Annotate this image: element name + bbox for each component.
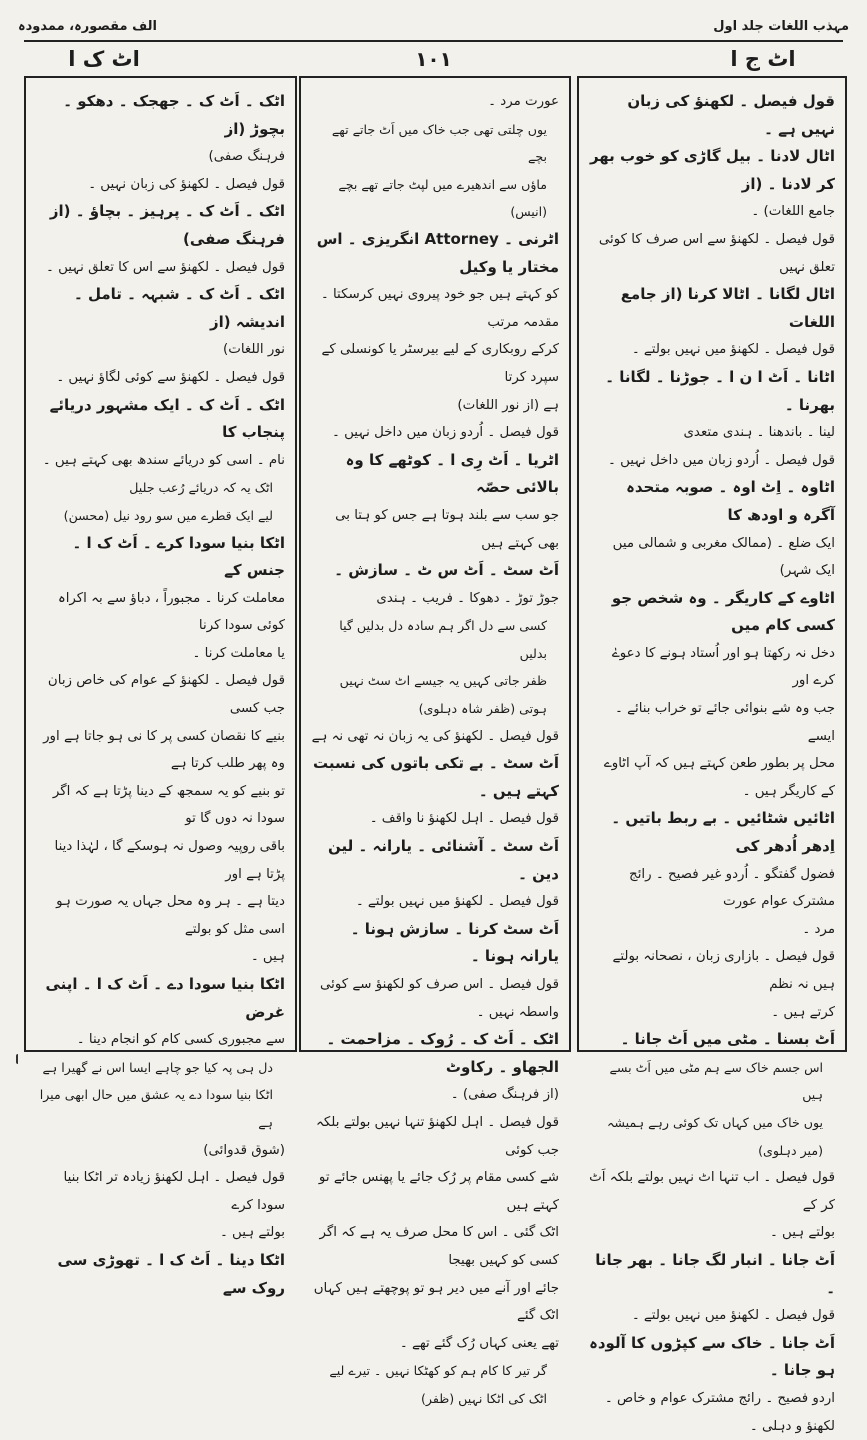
line-center-3: ماؤں سے اندھیرے میں لپٹ جاتے تھے بچے (انیس) <box>338 176 547 220</box>
catchword-left: اٹ ک ا <box>68 47 140 71</box>
line-right-17: فضول گفتگو ۔ اُردو غیر فصیح ۔ رائج مشترک عوام عورت <box>629 866 835 910</box>
line-right-11: ایک ضلع ۔ (ممالک مغربی و شمالی میں ایک شہر) <box>612 535 835 579</box>
line-center-13: کسی سے دل اگر ہم سادہ دل بدلیں گیا بدلیں <box>339 618 547 661</box>
line-left-2: فرہنگ صفی) <box>208 149 285 165</box>
line-right-8: لینا ۔ باندھنا ۔ ہندی متعدی <box>683 425 835 441</box>
line-left-7: نور اللغات) <box>223 342 285 358</box>
line-right-18: مرد ۔ <box>802 921 835 937</box>
line-center-4: اٹرنی ۔ Attorney انگریزی ۔ اس مختار یا وکیل <box>316 229 559 276</box>
line-right-22: اس جسم خاک سے ہم مٹی میں اَٹ بسے ہیں <box>609 1059 823 1103</box>
line-left-19: باقی روپیہ وصول نہ ہوسکے گا ، لہٰذا دینا پڑتا ہے اور <box>54 839 285 882</box>
page-number: ۱۰۱ <box>415 47 452 71</box>
line-center-27: جائے اور آنے میں دیر ہو تو پوچھتے ہیں کہاں اٹک گئے <box>313 1280 559 1324</box>
line-center-9: اٹریا ۔ اَٹ رِی ا ۔ کوٹھے کا وہ بالائی حصّہ <box>345 450 559 497</box>
line-left-29: اٹکا دینا ۔ اَٹ ک ا ۔ تھوڑی سی روک سے <box>57 1250 285 1297</box>
line-left-28: بولتے ہیں ۔ <box>219 1225 285 1241</box>
line-left-23: سے مجبوری کسی کام کو انجام دینا ۔ <box>76 1032 285 1048</box>
running-head <box>18 16 849 36</box>
column-right <box>577 76 847 1434</box>
line-right-5: اٹال لگانا ۔ اٹالا کرنا (از جامع اللغات <box>620 285 835 331</box>
line-right-12: اٹاوے کے کاریگر ۔ وہ شخص جو کسی کام میں <box>611 588 835 635</box>
line-center-1: عورت مرد ۔ <box>488 94 559 109</box>
line-right-23: یوں خاک میں کہاں تک کوئی رہے ہمیشہ (میر دہلوی) <box>607 1114 823 1158</box>
line-center-16: اَٹ سٹ ۔ بے تکی باتوں کی نسبت کہتے ہیں ۔ <box>312 754 559 800</box>
line-left-8: قول فیصل ۔ لکھنؤ سے کوئی لگاؤ نہیں ۔ <box>56 369 285 385</box>
line-center-28: تھے یعنی کہاں رُک گئے تھے ۔ <box>399 1335 559 1351</box>
catchword-right: اٹ ج ا <box>730 47 796 71</box>
line-right-20: کرتے ہیں ۔ <box>771 1004 835 1020</box>
line-right-21: اَٹ بسنا ۔ مٹی میں اَٹ جانا ۔ <box>620 1030 835 1049</box>
line-right-6: قول فیصل ۔ لکھنؤ میں نہیں بولتے ۔ <box>631 342 835 358</box>
line-left-5: قول فیصل ۔ لکھنؤ سے اس کا تعلق نہیں ۔ <box>45 259 285 275</box>
line-right-9: قول فیصل ۔ اُردو زبان میں داخل نہیں ۔ <box>607 452 835 468</box>
line-right-29: اردو فصیح ۔ رائج مشترک عوام و خاص ۔ لکھنؤ و دہلی ۔ <box>604 1390 835 1434</box>
columns-frame <box>24 76 847 1434</box>
line-left-9: اٹک ۔ اَٹ ک ۔ ایک مشہور دریائے پنجاب کا <box>49 395 285 442</box>
line-right-14: جب وہ شے بنوائی جائے تو خراب بنائے ۔ ایسے <box>615 701 835 744</box>
line-left-16: قول فیصل ۔ لکھنؤ کے عوام کی خاص زبان جب کسی <box>47 673 285 717</box>
line-right-7: اٹانا ۔ اَٹ ا ن ا ۔ جوڑنا ۔ لگانا ۔ بھرنا ۔ <box>605 367 835 414</box>
line-center-10: جو سب سے بلند ہوتا ہے جس کو ہتا بی بھی کہتے ہیں <box>335 507 559 551</box>
section-title: الف مقصورہ، ممدودہ <box>18 18 157 34</box>
line-center-11: اَٹ سٹ ۔ اَٹ س ٹ ۔ سازش ۔ <box>334 561 559 580</box>
line-right-2: اٹال لادنا ۔ بیل گاڑی کو خوب بھر کر لادنا ۔ (از <box>589 147 835 193</box>
line-left-15: یا معاملت کرنا ۔ <box>192 645 285 661</box>
line-left-1: اٹک ۔ اَٹ ک ۔ جھجک ۔ دھکو ۔ بچوڑ (از <box>63 92 285 138</box>
line-center-14: ظفر جاتی کہیں یہ جیسے اٹ سٹ نہیں ہوتی (ظفر شاہ دہلوی) <box>339 673 547 717</box>
line-center-21: قول فیصل ۔ اس صرف کو لکھنؤ سے کوئی واسطہ نہیں ۔ <box>320 977 559 1020</box>
dictionary-title: مہذب اللغات جلد اول <box>713 18 849 34</box>
line-left-18: تو بنیے کو یہ سمجھ کے دینا پڑتا ہے کہ اگر سودا نہ دوں گا تو <box>52 783 285 827</box>
line-center-8: قول فیصل ۔ اُردو زبان میں داخل نہیں ۔ <box>331 425 559 441</box>
line-center-5: کو کہتے ہیں جو خود پیروی نہیں کرسکتا ۔ مقدمہ مرتب <box>320 287 559 330</box>
line-left-4: اٹک ۔ اَٹ ک ۔ پرہیز ۔ بچاؤ ۔ (از فرہنگ صفی) <box>49 202 285 248</box>
line-center-26: اٹک گئی ۔ اس کا محل صرف یہ ہے کہ اگر کسی کو کہیں بھیجا <box>319 1225 559 1268</box>
line-left-3: قول فیصل ۔ لکھنؤ کی زبان نہیں ۔ <box>88 176 285 192</box>
line-left-6: اٹک ۔ اَٹ ک ۔ شبہہ ۔ تامل ۔ اندیشہ (از <box>73 285 285 331</box>
line-right-3: جامع اللغات) ۔ <box>751 204 835 220</box>
line-left-21: ہیں ۔ <box>250 949 285 965</box>
line-center-25: شے کسی مقام پر رُک جائے یا پھنس جائے تو کہتے ہیں <box>318 1170 559 1213</box>
line-left-10: نام ۔ اسی کو دریائے سندھ بھی کہتے ہیں ۔ <box>42 452 285 468</box>
line-left-20: دیتا ہے ۔ ہر وہ محل جہاں یہ صورت ہو اسی مثل کو بولتے <box>56 894 285 937</box>
line-center-12: جوڑ توڑ ۔ دھوکا ۔ فریب ۔ ہندی <box>376 590 559 606</box>
line-center-29: گر تیر کا کام ہم کو کھٹکا نہیں ۔ تیرے لیے اٹک کی اٹکا نہیں (ظفر) <box>329 1363 547 1406</box>
line-left-26: (شوق قدوائی) <box>203 1142 285 1158</box>
line-center-19: قول فیصل ۔ لکھنؤ میں نہیں بولتے ۔ <box>355 894 559 910</box>
header-rule <box>24 40 843 42</box>
line-left-25: اٹکا بنیا سودا دے یہ عشق میں حال ابھی میرا ہے <box>39 1087 273 1130</box>
header-band <box>24 46 843 72</box>
line-left-27: قول فیصل ۔ اہل لکھنؤ زیادہ تر اٹکا بنیا سودا کرے <box>63 1170 285 1213</box>
line-right-28: اَٹ جانا ۔ خاک سے کپڑوں کا آلودہ ہو جانا ۔ <box>589 1333 835 1380</box>
line-right-25: بولتے ہیں ۔ <box>769 1225 835 1241</box>
line-left-13: اٹکا بنیا سودا کرے ۔ اَٹ ک ا ۔ جنس کے <box>72 533 285 580</box>
line-left-24: دل ہی پہ کیا جو چاہے ایسا اس نے گھیرا ہے <box>42 1059 273 1075</box>
line-left-17: بنیے کا نقصان کسی پر کا نی ہو جاتا ہے اور وہ پھر طلب کرتا ہے <box>43 728 285 772</box>
line-center-23: (از فرہنگ صفی) ۔ <box>450 1087 559 1103</box>
line-left-14: معاملت کرنا ۔ مجبوراً ، دباؤ سے بہ اکراہ کوئی سودا کرنا <box>57 590 285 634</box>
line-right-26: اَٹ جانا ۔ انبار لگ جانا ۔ بھر جانا ۔ <box>595 1250 835 1297</box>
line-left-11: اٹک یہ کہ دریائے رُعب جلیل <box>129 480 273 496</box>
corner-mark <box>16 1054 24 1064</box>
line-right-16: اٹائیں شٹائیں ۔ بے ربط باتیں ۔ اِدھر اُدھر کی <box>611 809 835 856</box>
line-right-10: اٹاوہ ۔ اِٹ اوہ ۔ صوبہ متحدہ آگرہ و اودھ کا <box>626 478 835 524</box>
line-center-15: قول فیصل ۔ لکھنؤ کی یہ زبان نہ تھی نہ ہے <box>311 728 559 744</box>
column-center <box>299 76 571 1406</box>
line-right-24: قول فیصل ۔ اب تنہا اٹ نہیں بولتے بلکہ اَٹ کر کے <box>589 1170 835 1213</box>
line-center-20: اَٹ سٹ کرنا ۔ سازش ہونا ۔ یارانہ ہونا ۔ <box>350 919 559 966</box>
line-right-1: قول فیصل ۔ لکھنؤ کی زبان نہیں ہے ۔ <box>627 92 835 138</box>
line-center-24: قول فیصل ۔ اہل لکھنؤ تنہا نہیں بولتے بلکہ جب کوئی <box>316 1114 559 1158</box>
line-right-19: قول فیصل ۔ بازاری زبان ، نصحانہ بولتے ہیں نہ نظم <box>612 949 835 992</box>
line-right-27: قول فیصل ۔ لکھنؤ میں نہیں بولتے ۔ <box>631 1308 835 1324</box>
line-right-15: محل پر بطور طعن کہتے ہیں کہ آپ اٹاوے کے کاریگر ہیں ۔ <box>603 756 835 799</box>
line-right-4: قول فیصل ۔ لکھنؤ سے اس صرف کا کوئی تعلق نہیں <box>598 231 835 275</box>
line-center-22: اٹک ۔ اَٹ ک ۔ رُوک ۔ مزاحمت ۔ الجھاو ۔ رکاوٹ <box>326 1030 559 1076</box>
column-left <box>24 76 297 1297</box>
line-center-17: قول فیصل ۔ اہل لکھنؤ نا واقف ۔ <box>369 811 559 827</box>
line-left-22: اٹکا بنیا سودا دے ۔ اَٹ ک ا ۔ اپنی غرض <box>45 975 285 1021</box>
line-left-12: لیے ایک قطرے میں سو رود نیل (محسن) <box>63 507 273 523</box>
line-center-2: یوں چلتی تھی جب خاک میں اَٹ جاتے تھے بچے <box>331 121 547 165</box>
line-center-6: کرکے روبکاری کے لیے بیرسٹر یا کونسلی کے سپرد کرتا <box>321 342 559 385</box>
line-center-7: ہے (از نور اللغات) <box>457 397 559 413</box>
line-right-13: دخل نہ رکھتا ہو اور اُستاد ہونے کا دعوےٰ کرے اور <box>611 645 835 689</box>
line-center-18: اَٹ سٹ ۔ آشنائی ۔ یارانہ ۔ لین دین ۔ <box>328 837 559 883</box>
